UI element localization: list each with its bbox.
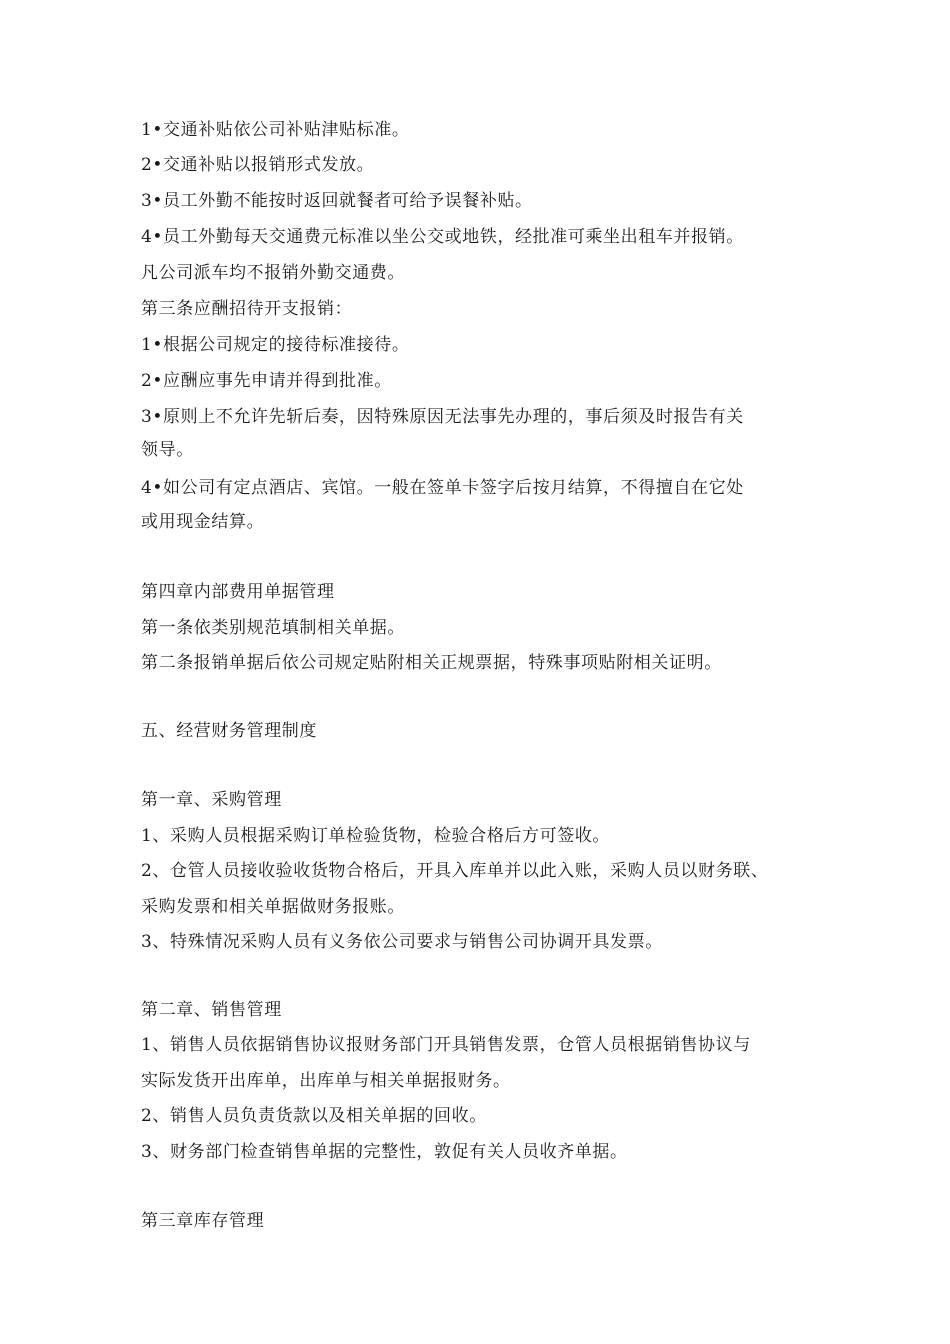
text-line: 4•如公司有定点酒店、宾馆。一般在签单卡签字后按月结算，不得擅自在它处 <box>141 478 744 498</box>
section-heading: 五、经营财务管理制度 <box>141 721 317 741</box>
text-line: 4•员工外勤每天交通费元标准以坐公交或地铁，经批准可乘坐出租车并报销。 <box>141 227 744 247</box>
text-line: 第二条报销单据后依公司规定贴附相关正规票据，特殊事项贴附相关证明。 <box>141 653 722 673</box>
text-line: 3•员工外勤不能按时返回就餐者可给予误餐补贴。 <box>141 191 533 211</box>
chapter-heading: 第一章、采购管理 <box>141 790 282 810</box>
text-line: 3、特殊情况采购人员有义务依公司要求与销售公司协调开具发票。 <box>141 932 663 952</box>
text-line: 实际发货开出库单，出库单与相关单据报财务。 <box>141 1071 511 1091</box>
text-line: 2•应酬应事先申请并得到批准。 <box>141 371 392 391</box>
text-line: 3、财务部门检查销售单据的完整性，敦促有关人员收齐单据。 <box>141 1142 628 1162</box>
text-line: 1、销售人员依据销售协议报财务部门开具销售发票，仓管人员根据销售协议与 <box>141 1035 751 1055</box>
text-line: 2•交通补贴以报销形式发放。 <box>141 155 375 175</box>
text-line: 凡公司派车均不报销外勤交通费。 <box>141 263 405 283</box>
text-line: 领导。 <box>141 440 194 460</box>
chapter-heading: 第三章库存管理 <box>141 1211 265 1231</box>
text-line: 第一条依类别规范填制相关单据。 <box>141 618 405 638</box>
text-line: 1•根据公司规定的接待标准接待。 <box>141 335 410 355</box>
text-line: 1、采购人员根据采购订单检验货物，检验合格后方可签收。 <box>141 826 611 846</box>
text-line: 采购发票和相关单据做财务报账。 <box>141 897 405 917</box>
chapter-heading: 第四章内部费用单据管理 <box>141 582 335 602</box>
text-line: 2、仓管人员接收验收货物合格后，开具入库单并以此入账，采购人员以财务联、 <box>141 861 769 881</box>
chapter-heading: 第二章、销售管理 <box>141 1000 282 1020</box>
text-line: 1•交通补贴依公司补贴津贴标准。 <box>141 120 410 140</box>
text-line: 或用现金结算。 <box>141 512 265 532</box>
text-line: 2、销售人员负责货款以及相关单据的回收。 <box>141 1106 487 1126</box>
text-line: 3•原则上不允许先斩后奏，因特殊原因无法事先办理的，事后须及时报告有关 <box>141 407 744 427</box>
section-heading: 第三条应酬招待开支报销： <box>141 299 353 319</box>
